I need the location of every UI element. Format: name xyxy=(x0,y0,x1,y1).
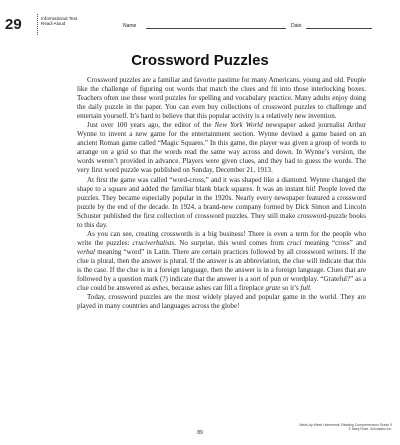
paragraph-5: Today, crossword puzzles are the most widely played and popular game in the world. They are played in many countries and languages across the globe! xyxy=(77,293,366,311)
section-line-1: Informational Text xyxy=(41,16,78,21)
section-line-2: Read-Aloud xyxy=(41,21,66,27)
paragraph-2: Just over 100 years ago, the editor of the New York World newspaper asked journalist Arthur Wynne to invent a new game for the entertainment section. Wynne devised a game based on an ancient Roman game called “Magic Squares.” In this game, the player was given a group of words to arrange on a grid so that the words read the same way across and down. In Wynne’s version, the words weren’t provided in advance. Players were given clues, and they had to guess the words. The very first word puzzle was published on Sunday, December 21, 1913. xyxy=(77,121,366,175)
paragraph-4: As you can see, creating crosswords is a big business! There is even a term for the people who write the puzzles: cruciverbalists. No surprise, this word comes from cruci meaning “cross” and verbal meaning “word” in Latin. There are certain practices followed by all crossword writers. If the clue is plural, then the answer is plural. If the answer is an abbreviation, the clue will indicate that this is the case. If the clue is in a foreign language, then the answer is in a foreign language. Clues that are followed by a question mark (?) indicate that the answer is a sort of pun or wordplay. “Grateful?” as a clue could be answered as ashes, because ashes can fill a fireplace grate so it’s full. xyxy=(77,229,366,293)
date-field[interactable] xyxy=(306,28,372,29)
name-label: Name xyxy=(123,23,137,29)
header-divider xyxy=(37,14,38,35)
credit-line-2: © Mary Rose, Scholastic Inc. xyxy=(348,427,392,432)
page-number: 29 xyxy=(5,16,22,33)
paragraph-3: At first the game was called “word-cross,” and it was shaped like a diamond. Wynne changed the shape to a square and added the familiar blank black squares. It was an instant hit! People loved the puzzles. They became especially popular in the 1920s. Nearly every newspaper featured a crossword puzzle by the end of the decade. In 1924, a brand-new company formed by Dick Simon and Lincoln Schuster published the first collection of crossword puzzles. They still make crossword-puzzle books to this day. xyxy=(77,175,366,229)
credit-line-1: Week-by-Week Homework: Reading Comprehension Grade 5 xyxy=(299,423,392,427)
footer-page-number: 89 xyxy=(197,430,203,436)
page-title: Crossword Puzzles xyxy=(131,52,269,69)
article-body xyxy=(77,76,366,311)
footer-credit xyxy=(299,423,392,431)
date-label: Date xyxy=(291,23,302,29)
paragraph-1: Crossword puzzles are a familiar and favorite pastime for many Americans, young and old. People like the challenge of figuring out words that match the clues and fit into those interlocking boxes. Teachers often use these word puzzles for spelling and vocabulary practice. Many adults enjoy doing the daily puzzle in the paper. You can even buy collections of crossword puzzles to challenge and entertain yourself. It’s hard to believe that this popular activity is a relatively new invention. xyxy=(77,76,366,121)
name-field[interactable] xyxy=(146,28,286,29)
section-label xyxy=(41,16,77,27)
